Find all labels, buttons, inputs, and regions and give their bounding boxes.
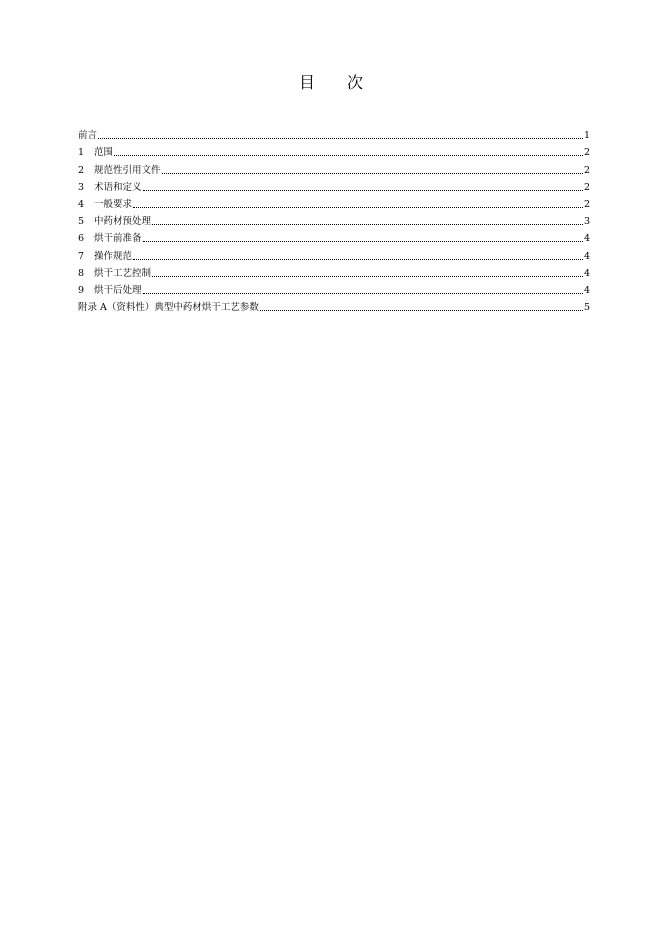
- toc-dot-leader: [152, 276, 583, 277]
- toc-entry-number: 4: [78, 198, 85, 210]
- toc-entry-2[interactable]: [78, 159, 590, 176]
- toc-entry-label: 6 烘干前准备: [78, 233, 142, 245]
- toc-entry-8[interactable]: [78, 263, 590, 280]
- toc-page-number: 4: [583, 233, 590, 245]
- toc-entry-number: 7: [78, 250, 85, 262]
- toc-entry-label: 4 一般要求: [78, 198, 133, 210]
- toc-dot-leader: [133, 259, 583, 260]
- toc-entry-number: 8: [78, 267, 85, 279]
- toc-entry-label: 8 烘干工艺控制: [78, 267, 152, 279]
- toc-entry-label: 附录 A（资料性）典型中药材烘干工艺参数: [78, 302, 259, 314]
- toc-entry-number: 6: [78, 233, 85, 245]
- toc-dot-leader: [143, 293, 583, 294]
- toc-entry-preface[interactable]: [78, 125, 590, 142]
- toc-dot-leader: [260, 310, 583, 311]
- toc-page-number: 2: [583, 181, 590, 193]
- toc-page-number: 2: [583, 147, 590, 159]
- toc-entry-label: 3 术语和定义: [78, 181, 142, 193]
- toc-entry-6[interactable]: [78, 228, 590, 245]
- toc-entry-label: 7 操作规范: [78, 250, 133, 262]
- toc-page-number: 4: [583, 267, 590, 279]
- toc-page-number: 2: [583, 164, 590, 176]
- toc-page-number: 1: [583, 130, 590, 142]
- toc-entry-number: 1: [78, 147, 85, 159]
- toc-entry-label: 1 范围: [78, 147, 114, 159]
- toc-entry-label: 9 烘干后处理: [78, 284, 142, 296]
- toc-page-number: 2: [583, 198, 590, 210]
- toc-entry-appendix-a[interactable]: [78, 297, 590, 314]
- toc-dot-leader: [152, 224, 583, 225]
- table-of-contents: [78, 125, 590, 314]
- toc-entry-7[interactable]: [78, 245, 590, 262]
- toc-entry-label: 前言: [78, 130, 98, 142]
- toc-entry-number: 9: [78, 284, 85, 296]
- toc-entry-3[interactable]: [78, 177, 590, 194]
- toc-dot-leader: [98, 138, 583, 139]
- toc-dot-leader: [143, 241, 583, 242]
- toc-dot-leader: [114, 155, 583, 156]
- toc-page-number: 4: [583, 284, 590, 296]
- toc-entry-number: 3: [78, 181, 85, 193]
- toc-page-number: 3: [583, 216, 590, 228]
- toc-entry-number: 5: [78, 216, 85, 228]
- toc-dot-leader: [143, 190, 583, 191]
- toc-entry-5[interactable]: [78, 211, 590, 228]
- toc-entry-9[interactable]: [78, 280, 590, 297]
- toc-dot-leader: [133, 207, 583, 208]
- toc-entry-1[interactable]: [78, 142, 590, 159]
- toc-entry-label: 5 中药材预处理: [78, 216, 152, 228]
- toc-dot-leader: [162, 173, 583, 174]
- toc-title: 目 次: [298, 73, 363, 92]
- toc-entry-4[interactable]: [78, 194, 590, 211]
- toc-entry-number: 2: [78, 164, 85, 176]
- toc-entry-label: 2 规范性引用文件: [78, 164, 161, 176]
- toc-page-number: 5: [583, 302, 590, 314]
- toc-page-number: 4: [583, 250, 590, 262]
